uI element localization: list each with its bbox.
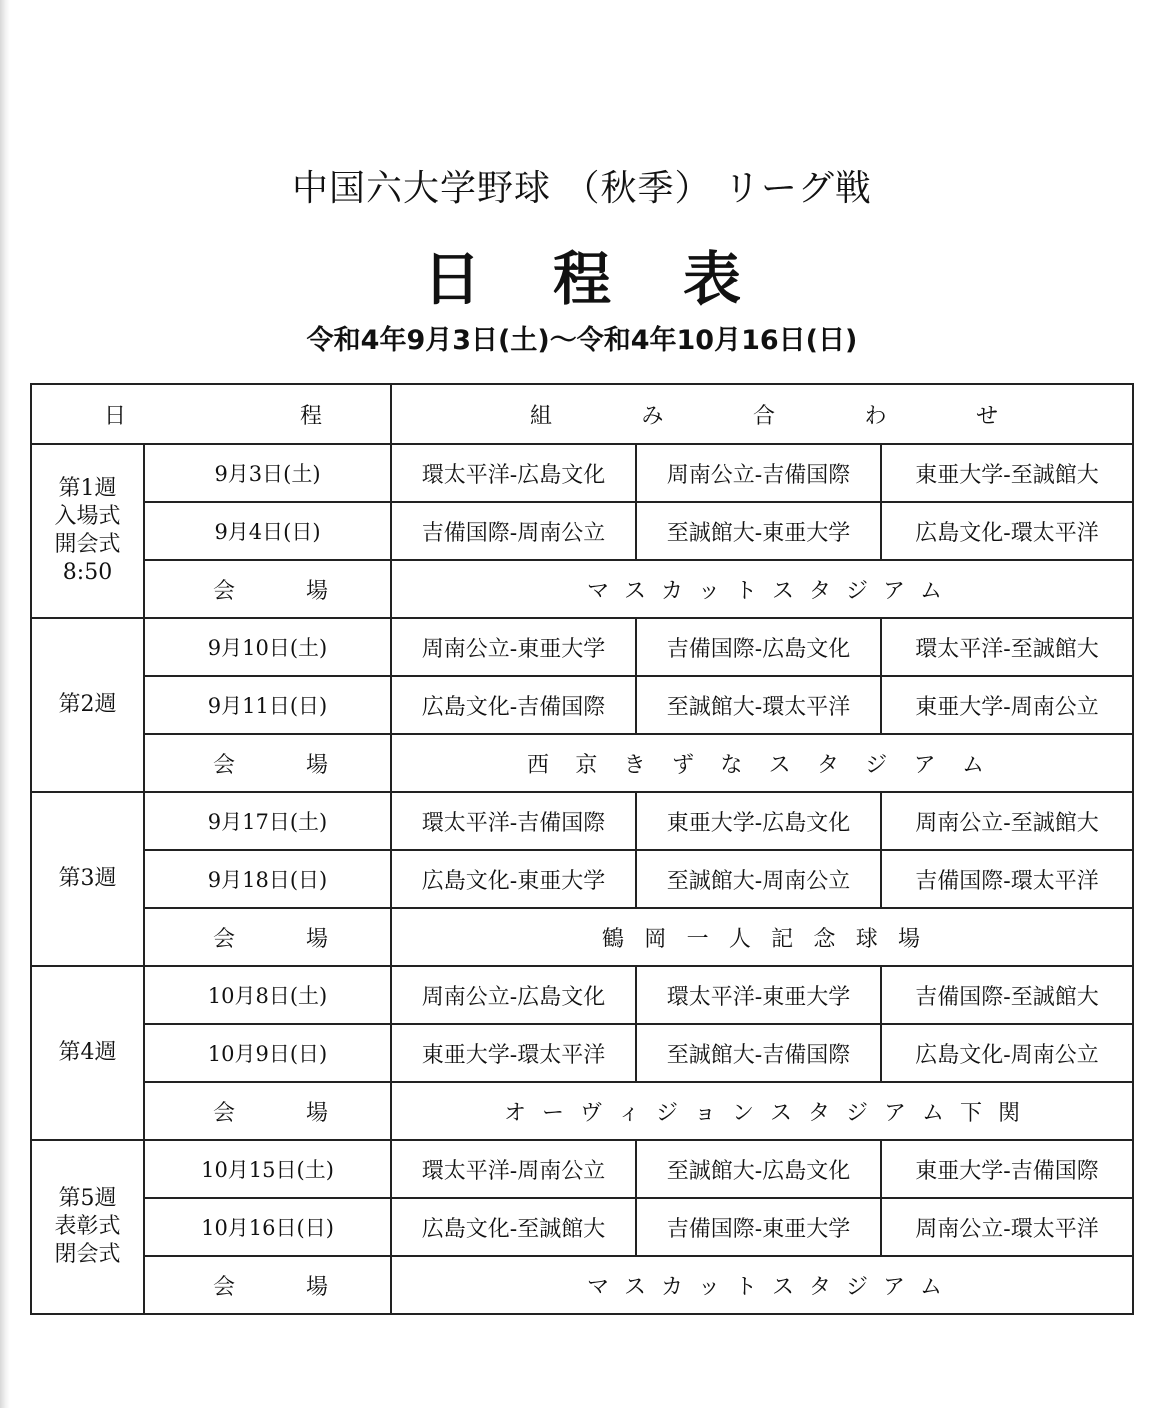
game-day-row — [31, 444, 1133, 502]
matchup-cell: 周南公立-広島文化 — [391, 966, 636, 1024]
matchup-cell: 環太平洋-東亜大学 — [636, 966, 881, 1024]
matchup-cell: 吉備国際-広島文化 — [636, 618, 881, 676]
header-char: 組 — [530, 403, 553, 429]
venue-name-char: ア — [883, 1274, 906, 1300]
week-label — [31, 792, 144, 966]
venue-name-char: ジ — [846, 578, 869, 604]
venue-name-char: ジ — [846, 1100, 869, 1126]
venue-row — [31, 908, 1133, 966]
venue-name-char: オ — [504, 1100, 527, 1126]
venue-name — [391, 908, 1133, 966]
matchup-cell: 東亜大学-広島文化 — [636, 792, 881, 850]
week-label — [31, 618, 144, 792]
document-heading — [0, 232, 1164, 316]
matchup-cell: 広島文化-至誠館大 — [391, 1198, 636, 1256]
schedule-period: 令和4年9月3日(土)～令和4年10月16日(日) — [306, 325, 858, 356]
game-day-row — [31, 1024, 1133, 1082]
venue-name-char: タ — [816, 752, 839, 778]
venue-name-char: ス — [624, 578, 647, 604]
venue-label-char: 会 — [213, 578, 236, 604]
header-char: わ — [864, 403, 887, 429]
venue-name-char: ョ — [694, 1100, 717, 1126]
page-edge-shadow — [0, 0, 10, 1408]
matchup-cell: 吉備国際-至誠館大 — [881, 966, 1133, 1024]
venue-name-char: ア — [913, 752, 936, 778]
matchup-cell: 周南公立-吉備国際 — [636, 444, 881, 502]
week-label — [31, 444, 144, 618]
matchup-cell: 広島文化-東亜大学 — [391, 850, 636, 908]
venue-name-char: ッ — [698, 1274, 721, 1300]
week-label-line: 入場式 — [54, 504, 121, 529]
venue-name-char: 西 — [527, 752, 550, 778]
venue-name-char: 鶴 — [602, 926, 625, 952]
venue-name-char: ス — [770, 1100, 793, 1126]
matchup-cell: 吉備国際-周南公立 — [391, 502, 636, 560]
week-label-line: 8:50 — [62, 560, 113, 585]
document-title: 中国六大学野球 （秋季） リーグ戦 — [292, 168, 872, 209]
venue-name-char: ヴ — [580, 1100, 603, 1126]
heading-char: 日 — [422, 245, 481, 313]
game-date: 9月10日(土) — [144, 618, 391, 676]
venue-name — [391, 1256, 1133, 1314]
venue-name-char: ず — [671, 752, 694, 778]
week-label-line: 第2週 — [58, 692, 117, 717]
week-label-line: 第5週 — [58, 1186, 117, 1211]
venue-name-char: な — [720, 752, 743, 778]
venue-name-char: 人 — [728, 926, 751, 952]
matchup-cell: 吉備国際-環太平洋 — [881, 850, 1133, 908]
venue-name-char: 一 — [686, 926, 709, 952]
venue-name-char: 記 — [771, 926, 794, 952]
venue-name-char: ト — [735, 578, 758, 604]
venue-name — [391, 560, 1133, 618]
heading-char: 程 — [552, 245, 611, 313]
venue-name — [391, 1082, 1133, 1140]
venue-name-char: ム — [920, 578, 943, 604]
matchup-cell: 周南公立-至誠館大 — [881, 792, 1133, 850]
venue-name-char: ム — [961, 752, 984, 778]
matchup-cell: 広島文化-環太平洋 — [881, 502, 1133, 560]
game-day-row — [31, 1140, 1133, 1198]
header-char: 日 — [104, 403, 127, 429]
venue-name-char: タ — [809, 1274, 832, 1300]
venue-name-char: ジ — [656, 1100, 679, 1126]
venue-label-char: 場 — [305, 752, 328, 778]
week-label-line: 第3週 — [58, 866, 117, 891]
matchup-cell: 東亜大学-至誠館大 — [881, 444, 1133, 502]
matchup-cell: 広島文化-吉備国際 — [391, 676, 636, 734]
game-day-row — [31, 850, 1133, 908]
game-day-row — [31, 676, 1133, 734]
venue-name-char: ジ — [846, 1274, 869, 1300]
week-label-line: 開会式 — [54, 532, 121, 557]
venue-row — [31, 560, 1133, 618]
game-date: 10月15日(土) — [144, 1140, 391, 1198]
venue-name-char: タ — [809, 578, 832, 604]
game-date: 9月3日(土) — [144, 444, 391, 502]
matchup-cell: 環太平洋-周南公立 — [391, 1140, 636, 1198]
venue-name-char: き — [623, 752, 646, 778]
venue-name-char: ム — [922, 1100, 945, 1126]
header-char: せ — [976, 403, 999, 429]
matchup-cell: 東亜大学-周南公立 — [881, 676, 1133, 734]
venue-label-char: 場 — [305, 1100, 328, 1126]
venue-row — [31, 734, 1133, 792]
venue-label — [144, 1256, 391, 1314]
game-date: 9月11日(日) — [144, 676, 391, 734]
table-header-row — [31, 384, 1133, 444]
venue-name-char: 岡 — [644, 926, 667, 952]
venue-label — [144, 734, 391, 792]
venue-name-char: ト — [735, 1274, 758, 1300]
venue-label — [144, 1082, 391, 1140]
game-date: 9月18日(日) — [144, 850, 391, 908]
venue-label — [144, 560, 391, 618]
matchup-cell: 東亜大学-吉備国際 — [881, 1140, 1133, 1198]
venue-label-char: 会 — [213, 752, 236, 778]
game-day-row — [31, 966, 1133, 1024]
venue-name-char: ィ — [618, 1100, 641, 1126]
game-day-row — [31, 1198, 1133, 1256]
heading-char: 表 — [683, 245, 742, 313]
matchup-cell: 広島文化-周南公立 — [881, 1024, 1133, 1082]
game-date: 9月17日(土) — [144, 792, 391, 850]
venue-name-char: ジ — [865, 752, 888, 778]
venue-label-char: 場 — [305, 926, 328, 952]
game-day-row — [31, 618, 1133, 676]
venue-name-char: ア — [883, 578, 906, 604]
header-char: 合 — [753, 403, 776, 429]
game-day-row — [31, 502, 1133, 560]
venue-label-char: 場 — [305, 1274, 328, 1300]
venue-name-char: 球 — [855, 926, 878, 952]
matchup-cell: 東亜大学-環太平洋 — [391, 1024, 636, 1082]
matchup-cell: 環太平洋-吉備国際 — [391, 792, 636, 850]
schedule-table — [30, 383, 1134, 1315]
week-label-line: 第1週 — [58, 476, 117, 501]
venue-label-char: 会 — [213, 1100, 236, 1126]
header-char: み — [641, 403, 664, 429]
matchup-cell: 至誠館大-吉備国際 — [636, 1024, 881, 1082]
header-char: 程 — [299, 403, 322, 429]
matchup-cell: 周南公立-東亜大学 — [391, 618, 636, 676]
game-date: 10月16日(日) — [144, 1198, 391, 1256]
venue-label-char: 場 — [305, 578, 328, 604]
venue-row — [31, 1082, 1133, 1140]
venue-name-char: ス — [624, 1274, 647, 1300]
game-date: 10月9日(日) — [144, 1024, 391, 1082]
venue-name-char: ム — [920, 1274, 943, 1300]
week-label-line: 第4週 — [58, 1040, 117, 1065]
venue-name-char: ス — [768, 752, 791, 778]
venue-row — [31, 1256, 1133, 1314]
venue-name-char: 関 — [998, 1100, 1021, 1126]
matchup-cell: 周南公立-環太平洋 — [881, 1198, 1133, 1256]
game-date: 10月8日(土) — [144, 966, 391, 1024]
venue-name-char: カ — [661, 578, 684, 604]
venue-name-char: タ — [808, 1100, 831, 1126]
venue-name-char: ス — [772, 578, 795, 604]
header-schedule — [31, 384, 391, 444]
schedule-body — [31, 444, 1133, 1314]
venue-name-char: 場 — [897, 926, 920, 952]
venue-name-char: カ — [661, 1274, 684, 1300]
matchup-cell: 吉備国際-東亜大学 — [636, 1198, 881, 1256]
game-day-row — [31, 792, 1133, 850]
week-label — [31, 966, 144, 1140]
venue-name-char: ア — [884, 1100, 907, 1126]
venue-label-char: 会 — [213, 1274, 236, 1300]
matchup-cell: 環太平洋-至誠館大 — [881, 618, 1133, 676]
week-label-line: 表彰式 — [54, 1214, 121, 1239]
venue-name — [391, 734, 1133, 792]
venue-name-char: ス — [772, 1274, 795, 1300]
week-label-line: 閉会式 — [54, 1242, 121, 1267]
venue-label — [144, 908, 391, 966]
header-matchups — [391, 384, 1133, 444]
matchup-cell: 至誠館大-広島文化 — [636, 1140, 881, 1198]
venue-label-char: 会 — [213, 926, 236, 952]
week-label — [31, 1140, 144, 1314]
matchup-cell: 至誠館大-周南公立 — [636, 850, 881, 908]
venue-name-char: ー — [542, 1100, 565, 1126]
venue-name-char: 京 — [575, 752, 598, 778]
venue-name-char: ン — [732, 1100, 755, 1126]
venue-name-char: 念 — [813, 926, 836, 952]
venue-name-char: ッ — [698, 578, 721, 604]
matchup-cell: 至誠館大-東亜大学 — [636, 502, 881, 560]
matchup-cell: 至誠館大-環太平洋 — [636, 676, 881, 734]
matchup-cell: 環太平洋-広島文化 — [391, 444, 636, 502]
venue-name-char: 下 — [960, 1100, 983, 1126]
game-date: 9月4日(日) — [144, 502, 391, 560]
venue-name-char: マ — [587, 1274, 610, 1300]
venue-name-char: マ — [587, 578, 610, 604]
